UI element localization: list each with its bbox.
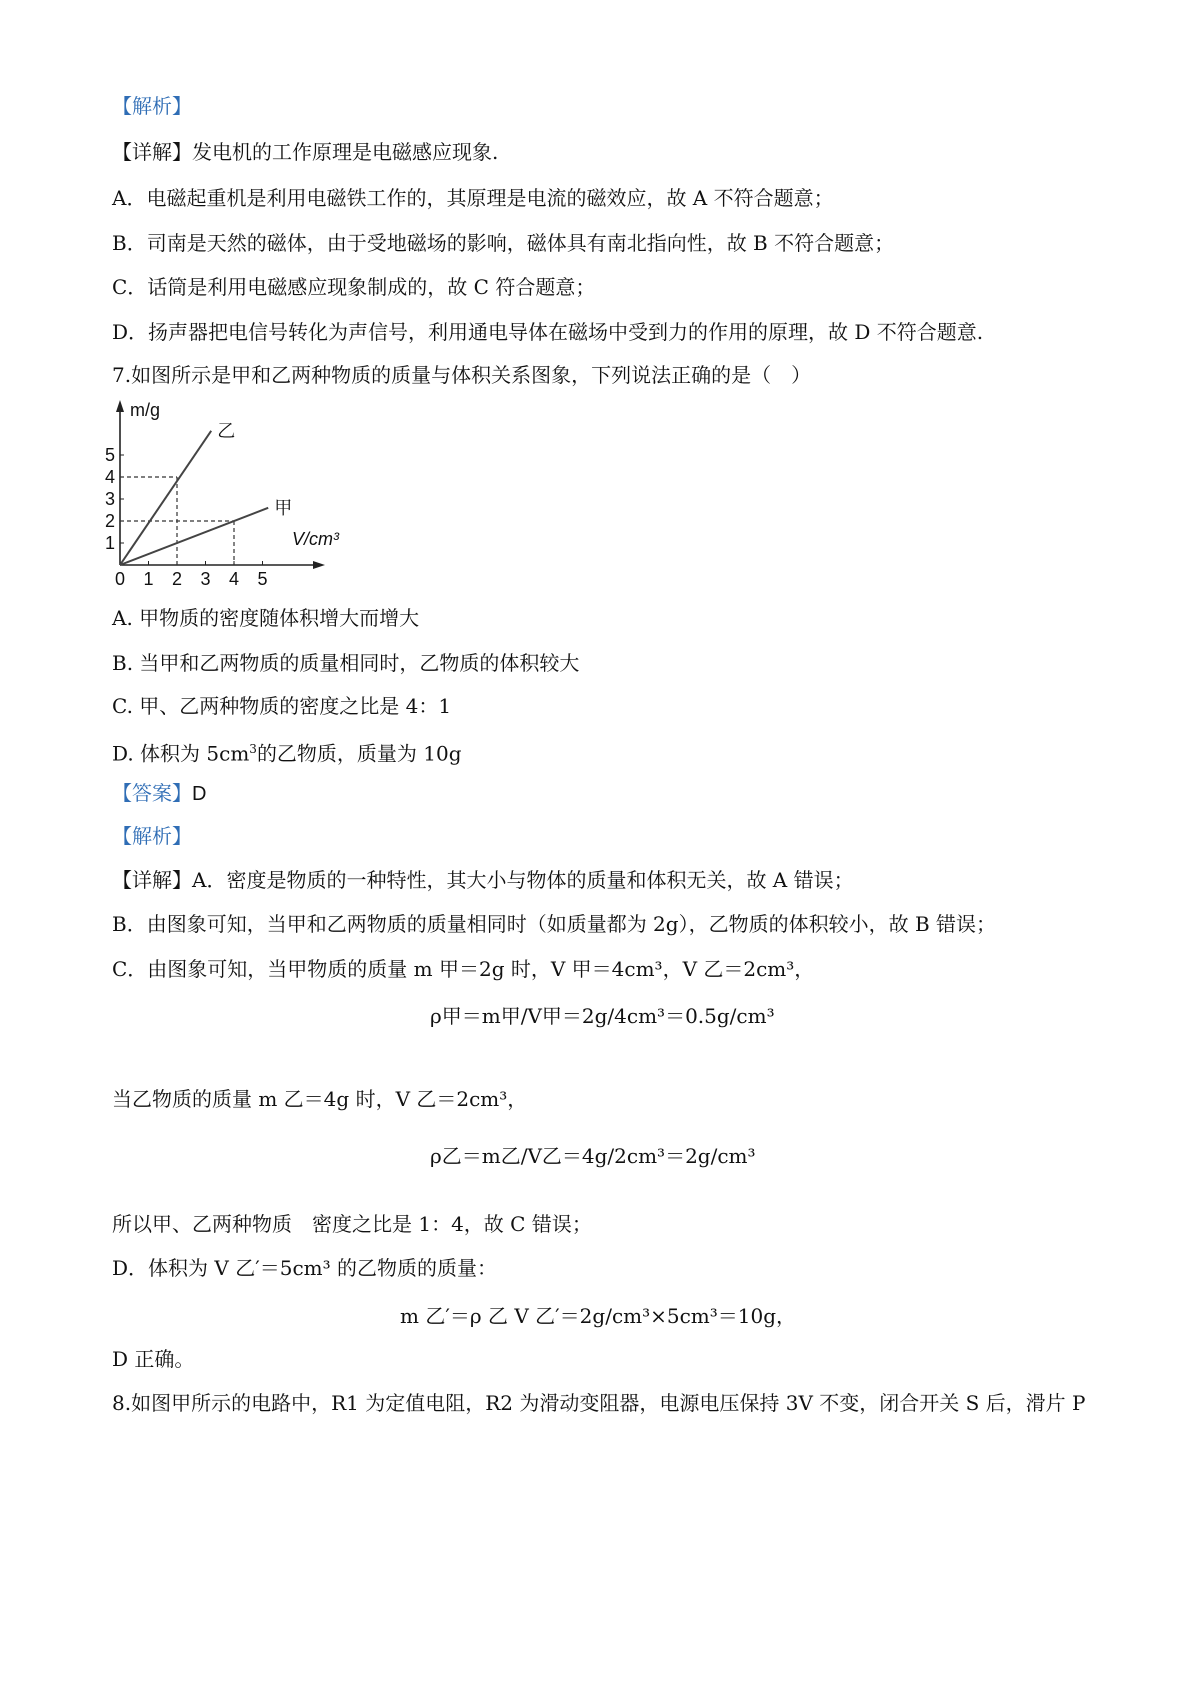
- analysis-heading-2: 【解析】: [112, 824, 192, 848]
- x-tick-label: 5: [257, 569, 268, 589]
- detail-c-3: 所以甲、乙两种物质 密度之比是 1：4，故 C 错误；: [112, 1212, 592, 1236]
- detail-a: 【详解】A．密度是物质的一种特性，其大小与物体的质量和体积无关，故 A 错误；: [112, 868, 854, 892]
- x-tick-label: 4: [229, 569, 240, 589]
- y-axis-label: m/g: [130, 400, 161, 420]
- equation-density-jia: ρ甲＝m甲/V甲＝2g/4cm³＝0.5g/cm³: [430, 1004, 775, 1028]
- series-line: [120, 508, 268, 565]
- x-tick-label: 0: [115, 569, 126, 589]
- question-7-option-a: A. 甲物质的密度随体积增大而增大: [112, 606, 420, 630]
- option-explain-d: D．扬声器把电信号转化为声信号，利用通电导体在磁场中受到力的作用的原理，故 D 不符合题意.: [112, 320, 984, 344]
- x-axis-arrow: [313, 561, 325, 569]
- question-7-option-b: B. 当甲和乙两物质的质量相同时，乙物质的体积较大: [112, 651, 580, 675]
- question-7-option-d: [112, 735, 462, 768]
- mass-volume-chart: [100, 400, 340, 600]
- question-7-stem: 7.如图所示是甲和乙两种物质的质量与体积关系图象，下列说法正确的是（ ）: [112, 363, 812, 387]
- y-tick-label: 1: [105, 533, 116, 553]
- detail-d: D．体积为 V 乙′＝5cm³ 的乙物质的质量：: [112, 1256, 497, 1280]
- series-label: 乙: [217, 420, 236, 441]
- question-7-option-c: C. 甲、乙两种物质的密度之比是 4：1: [112, 694, 452, 718]
- detail-c: C．由图象可知，当甲物质的质量 m 甲＝2g 时，V 甲＝4cm³，V 乙＝2cm³，: [112, 957, 815, 981]
- detail-text-1: 【详解】发电机的工作原理是电磁感应现象.: [112, 140, 499, 164]
- x-tick-label: 1: [143, 569, 154, 589]
- option-explain-b: B．司南是天然的磁体，由于受地磁场的影响，磁体具有南北指向性，故 B 不符合题意；: [112, 231, 895, 255]
- y-tick-label: 3: [105, 489, 116, 509]
- equation-mass-yi: m 乙′＝ρ 乙 V 乙′＝2g/cm³×5cm³＝10g，: [400, 1304, 797, 1328]
- equation-density-yi: ρ乙＝m乙/V乙＝4g/2cm³＝2g/cm³: [430, 1144, 756, 1168]
- answer-label: 【答案】: [112, 781, 192, 805]
- option-explain-c: C．话筒是利用电磁感应现象制成的，故 C 符合题意；: [112, 275, 596, 299]
- x-tick-label: 2: [172, 569, 183, 589]
- answer-value: D: [192, 783, 207, 805]
- series-line: [120, 431, 211, 565]
- analysis-heading-1: 【解析】: [112, 94, 192, 118]
- option-d-text-pre: D. 体积为 5cm: [112, 741, 250, 766]
- y-tick-label: 2: [105, 511, 116, 531]
- option-d-text-post: 的乙物质，质量为 10g: [256, 741, 462, 766]
- answer-line: [112, 779, 206, 808]
- option-d-superscript: 3: [249, 742, 257, 756]
- option-explain-a: A．电磁起重机是利用电磁铁工作的，其原理是电流的磁效应，故 A 不符合题意；: [112, 186, 834, 210]
- y-axis-arrow: [116, 400, 124, 412]
- detail-c-2: 当乙物质的质量 m 乙＝4g 时，V 乙＝2cm³，: [112, 1087, 528, 1111]
- question-8-stem: 8.如图甲所示的电路中，R1 为定值电阻，R2 为滑动变阻器，电源电压保持 3V 不变，闭合开关 S 后，滑片 P: [112, 1391, 1086, 1415]
- detail-b: B．由图象可知，当甲和乙两物质的质量相同时（如质量都为 2g），乙物质的体积较小，故 B 错误；: [112, 912, 996, 936]
- y-tick-label: 5: [105, 445, 116, 465]
- y-tick-label: 4: [105, 467, 116, 487]
- x-tick-label: 3: [200, 569, 211, 589]
- series-label: 甲: [274, 497, 293, 518]
- detail-d-2: D 正确。: [112, 1347, 195, 1371]
- x-axis-label: V/cm³: [292, 529, 339, 549]
